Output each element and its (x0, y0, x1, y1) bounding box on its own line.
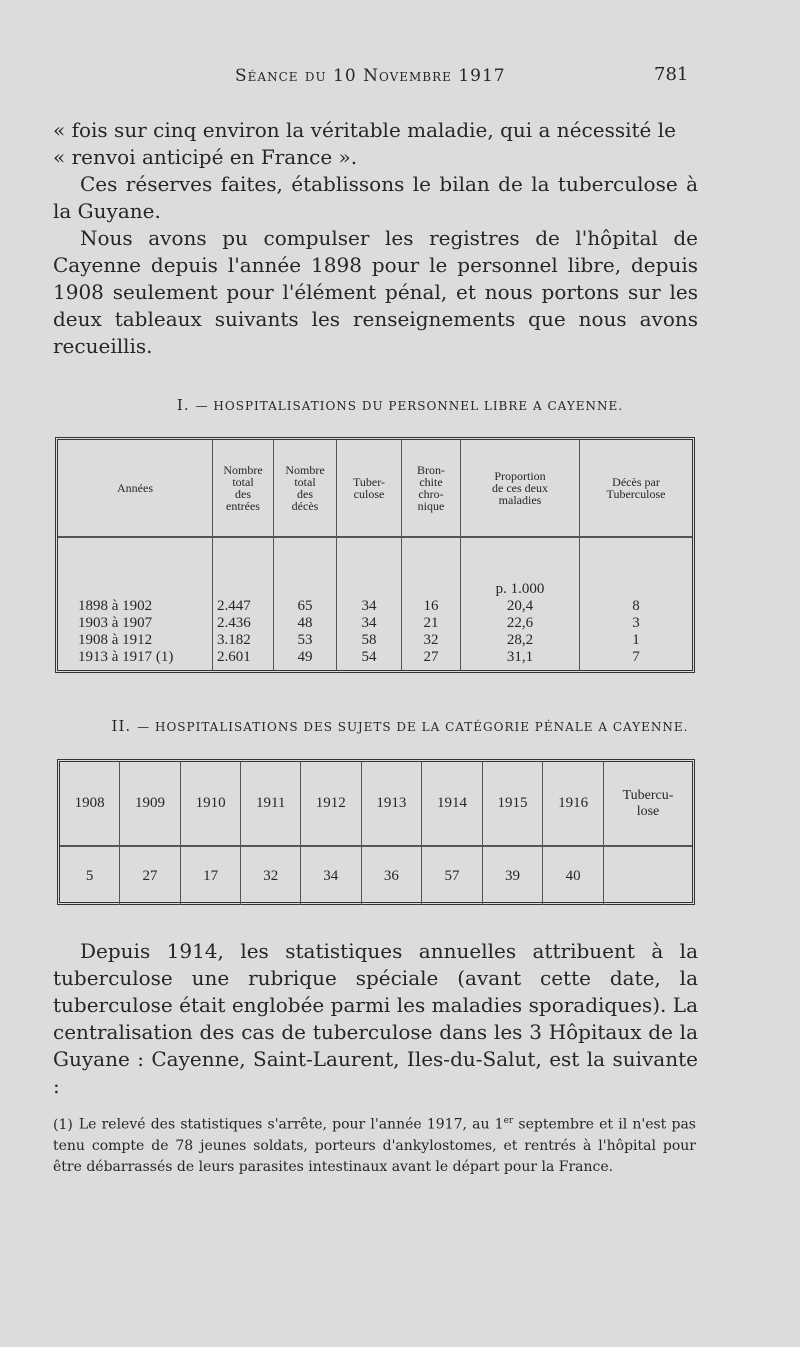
table-1-caption-number: I. (176, 396, 190, 414)
header-entries: Nombre total des entrées (213, 440, 274, 537)
footnote-mark: (1) (53, 1116, 73, 1133)
column-deces-tuberculose: 8 3 1 7 (580, 537, 693, 670)
table-1-caption (0, 396, 800, 414)
cell-tuberculose (604, 846, 693, 905)
column-deaths: 65 48 53 49 (274, 537, 337, 670)
cell-1914: 57 (422, 846, 483, 905)
running-head: Séance du 10 Novembre 1917 (235, 66, 506, 86)
column-proportion: p. 1.000 20,4 22,6 28,2 31,1 (461, 537, 580, 670)
table-1-grid (58, 440, 692, 670)
header-deaths: Nombre total des décès (274, 440, 337, 537)
header-year-1908: 1908 (60, 762, 120, 846)
header-year-1914: 1914 (422, 762, 483, 846)
table-1-caption-text: — HOSPITALISATIONS DU PERSONNEL LIBRE A CAYENNE. (195, 399, 624, 413)
table-2-caption-number: II. (111, 717, 132, 735)
header-year-1909: 1909 (120, 762, 181, 846)
cell-1908: 5 (85, 867, 94, 884)
header-proportion: Proportion de ces deux maladies (461, 440, 580, 537)
cell-1913: 36 (361, 846, 422, 905)
quote-line-1: « fois sur cinq environ la véritable maladie, qui a nécessité le (53, 118, 676, 142)
cell-1909: 27 (120, 846, 181, 905)
header-years: Années (58, 440, 213, 537)
table-1 (55, 437, 695, 673)
paragraph-registres: Nous avons pu compulser les registres de l'hôpital de Cayenne depuis l'année 1898 pour le personnel libre, depuis 1908 seulement pour l'élément pénal, et nous portons sur les deux tableaux suivants les renseignements que nous avons recueillis. (53, 226, 698, 358)
footnote-text-b: septembre et il n'est pas tenu compte de 78 jeunes soldats, porteurs d'ankylostomes, et rentrés à l'hôpital pour être débarrassés de leurs parasites intestinaux avant le départ pour la France. (53, 1116, 696, 1175)
header-tuberculose: Tuber- culose (337, 440, 402, 537)
header-year-1911: 1911 (241, 762, 301, 846)
header-tuberculose: Tubercu- lose (604, 762, 693, 846)
paragraph-reserves: Ces réserves faites, établissons le bilan de la tuberculose à la Guyane. (53, 172, 698, 223)
page-number: 781 (654, 64, 689, 85)
cell-1910: 17 (180, 846, 241, 905)
table-2-grid (60, 762, 692, 905)
proportion-unit: p. 1.000 (495, 581, 545, 597)
column-years: 1898 à 1902 1903 à 1907 1908 à 1912 1913 à 1917 (1) (78, 598, 174, 665)
cell-1912: 34 (301, 846, 362, 905)
intro-paragraphs (53, 117, 698, 360)
footnote-text-a: Le relevé des statistiques s'arrête, pour l'année 1917, au 1 (78, 1116, 504, 1133)
column-bronchite: 16 21 32 27 (402, 537, 461, 670)
table-2-caption-text: — HOSPITALISATIONS DES SUJETS DE LA CATÉGORIE PÉNALE A CAYENNE. (137, 720, 689, 734)
header-year-1910: 1910 (180, 762, 241, 846)
header-bronchite: Bron- chite chro- nique (402, 440, 461, 537)
column-entries: 2.447 2.436 3.182 2.601 (213, 537, 274, 670)
column-tuberculose: 34 34 58 54 (337, 537, 402, 670)
header-year-1915: 1915 (482, 762, 543, 846)
footnote-sup: er (503, 1116, 514, 1126)
paragraph-depuis-1914: Depuis 1914, les statistiques annuelles attribuent à la tuberculose une rubrique spéciale (avant cette date, la tuberculose était englobée parmi les maladies sporadiques). La centralisation des cas de tuberculose dans les 3 Hôpitaux de la Guyane : Cayenne, Saint-Laurent, Iles-du-Salut, est la suivante : (53, 939, 698, 1098)
table-2 (57, 759, 695, 905)
quote-line-2: « renvoi anticipé en France ». (53, 145, 358, 169)
cell-1916: 40 (543, 846, 604, 905)
header-year-1913: 1913 (361, 762, 422, 846)
cell-1911: 32 (241, 846, 301, 905)
table-row (60, 846, 692, 905)
header-deces-tuberculose: Décès par Tuberculose (580, 440, 693, 537)
footnote (53, 1111, 696, 1178)
table-2-caption (0, 717, 800, 735)
header-year-1912: 1912 (301, 762, 362, 846)
cell-1915: 39 (482, 846, 543, 905)
header-year-1916: 1916 (543, 762, 604, 846)
